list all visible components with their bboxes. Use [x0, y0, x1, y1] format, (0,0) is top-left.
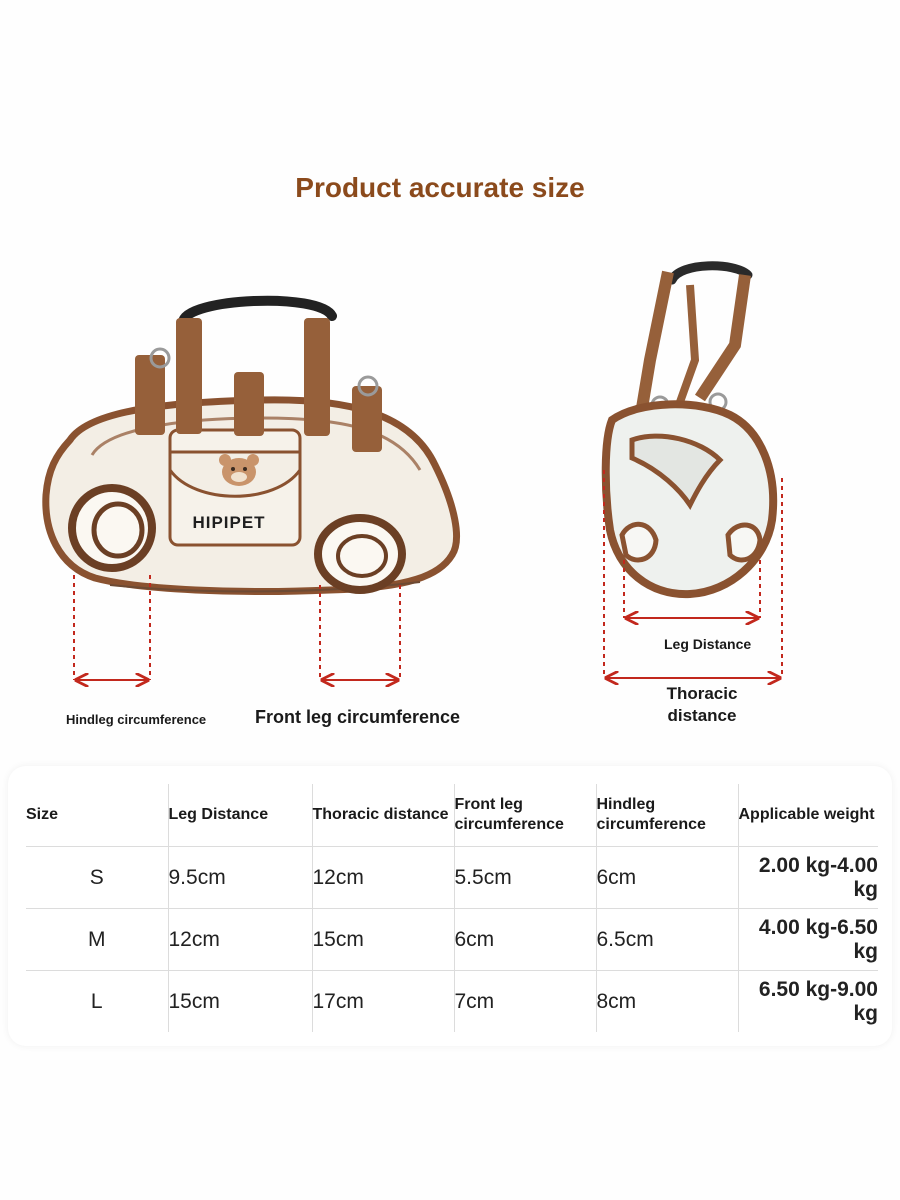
header-thoracic: Thoracic distance: [312, 784, 454, 847]
strap-right-inner: [304, 318, 330, 436]
frontleg-label: Front leg circumference: [255, 707, 461, 727]
cell-front-leg: 6cm: [454, 909, 596, 971]
size-table: [26, 784, 878, 1032]
brand-print: HIPIPET: [192, 513, 266, 532]
cell-thoracic: 17cm: [312, 971, 454, 1033]
cell-thoracic: 12cm: [312, 847, 454, 909]
front-view-leg-left: [622, 524, 656, 560]
header-hindleg: Hindleg circumference: [596, 784, 738, 847]
cell-hindleg: 8cm: [596, 971, 738, 1033]
cell-hindleg: 6.5cm: [596, 909, 738, 971]
table-header-row: [26, 784, 878, 847]
cell-weight: 4.00 kg-6.50 kg: [738, 909, 878, 971]
cell-front-leg: 5.5cm: [454, 847, 596, 909]
strap-left-inner: [176, 318, 202, 434]
front-view-handle: [672, 266, 748, 280]
header-leg-distance: Leg Distance: [168, 784, 312, 847]
cell-leg-distance: 9.5cm: [168, 847, 312, 909]
bag-front-view: [606, 266, 773, 594]
cell-leg-distance: 15cm: [168, 971, 312, 1033]
cell-weight: 2.00 kg-4.00 kg: [738, 847, 878, 909]
page-title: Product accurate size: [295, 172, 585, 203]
cell-weight: 6.50 kg-9.00 kg: [738, 971, 878, 1033]
front-view-strap-right: [700, 275, 745, 398]
strap-center: [234, 372, 264, 436]
cell-hindleg: 6cm: [596, 847, 738, 909]
bag-side-view: [46, 301, 457, 592]
cell-front-leg: 7cm: [454, 971, 596, 1033]
hindleg-measure: [74, 575, 150, 680]
hindleg-label: Hindleg circumference: [66, 712, 207, 727]
frontleg-measure: [320, 585, 400, 680]
header-front-leg: Front leg circumference: [454, 784, 596, 847]
header-weight: Applicable weight: [738, 784, 878, 847]
cell-size: M: [26, 909, 168, 971]
front-view-leg-right: [728, 525, 760, 560]
frontleg-hole: [318, 518, 402, 590]
thoracic-label: Thoracic distance: [666, 684, 738, 725]
cell-size: L: [26, 971, 168, 1033]
header-size: Size: [26, 784, 168, 847]
cell-leg-distance: 12cm: [168, 909, 312, 971]
table-row: [26, 909, 878, 971]
leg-distance-label: Leg Distance: [664, 636, 752, 652]
cell-thoracic: 15cm: [312, 909, 454, 971]
table-row: [26, 847, 878, 909]
cell-size: S: [26, 847, 168, 909]
table-row: [26, 971, 878, 1033]
